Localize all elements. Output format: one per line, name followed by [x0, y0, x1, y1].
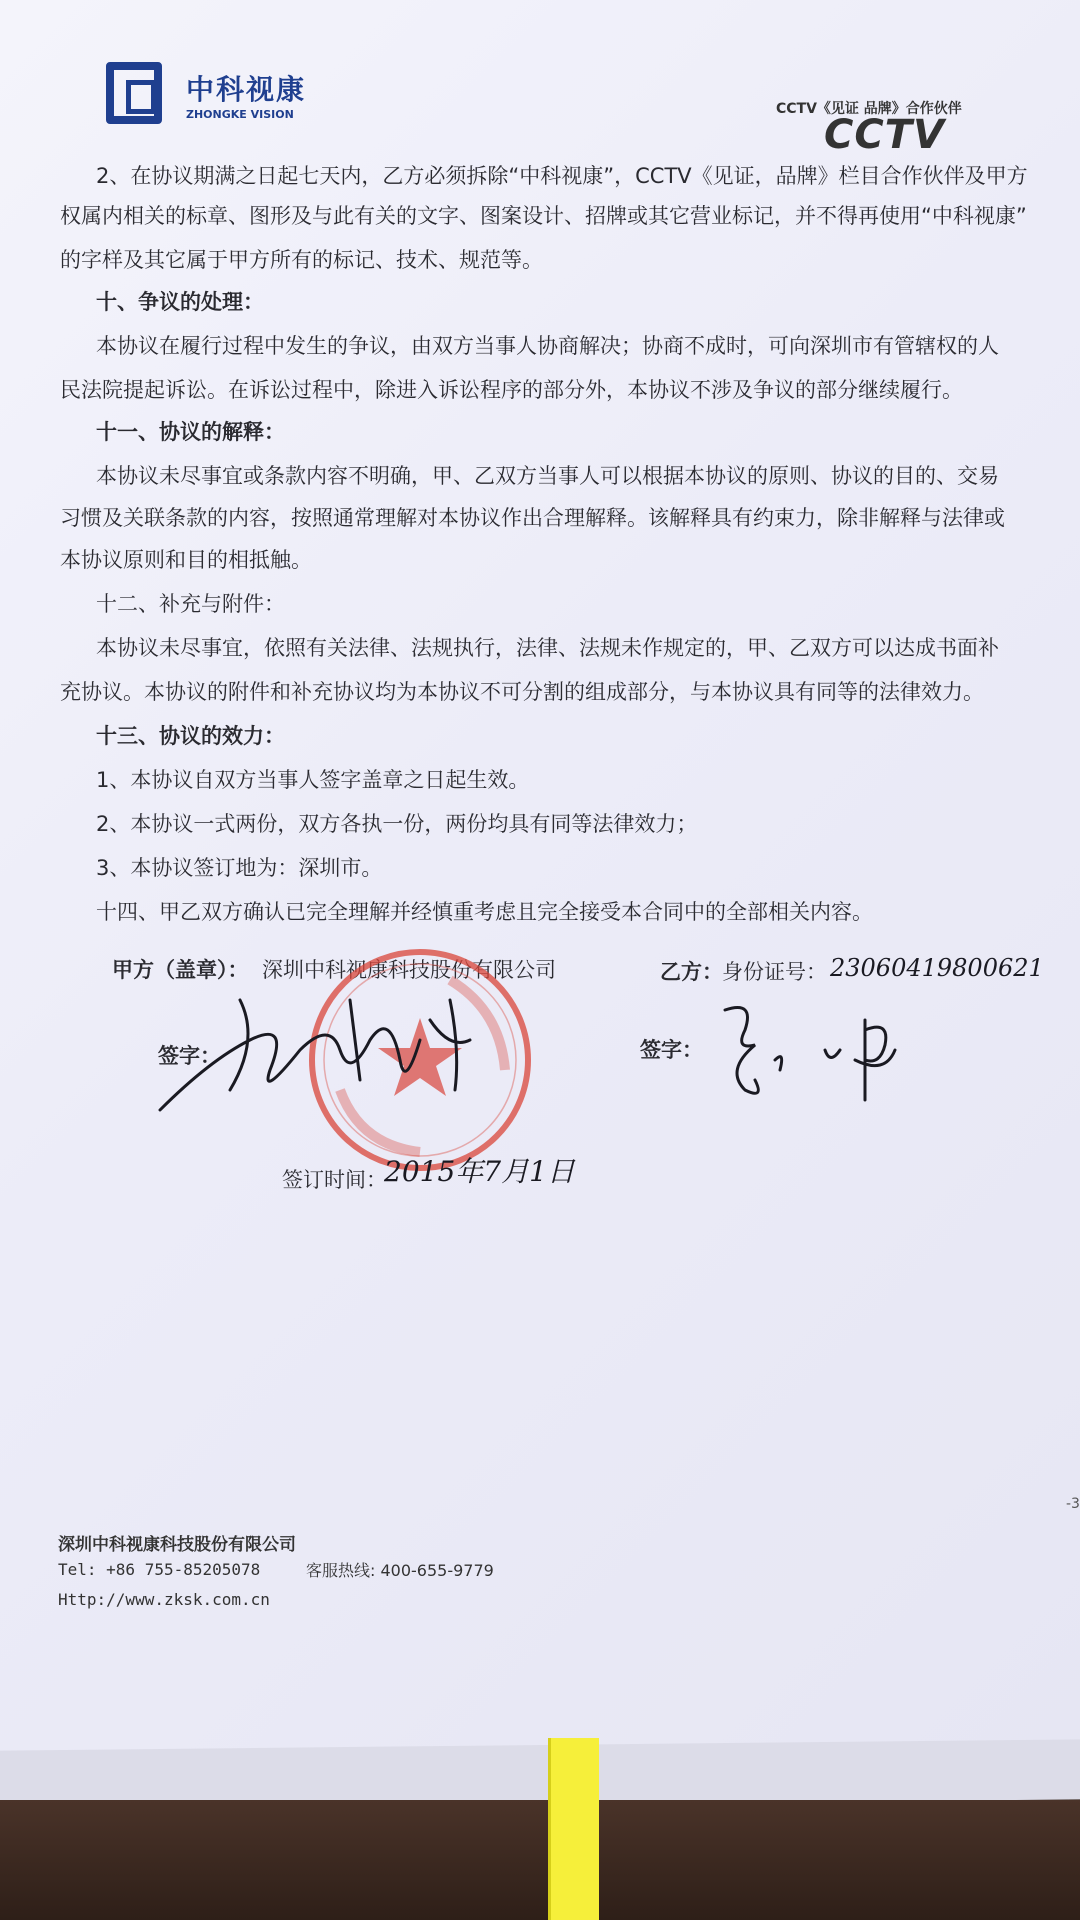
- text-line: 习惯及关联条款的内容，按照通常理解对本协议作出合理解释。该解释具有约束力，除非解释与法律或: [60, 506, 1005, 530]
- party-b-id: 23060419800621: [830, 954, 1044, 982]
- date-label: 签订时间：: [282, 1168, 387, 1192]
- footer-tel: Tel: +86 755-85205078: [58, 1560, 261, 1579]
- text-line: 3、本协议签订地为：深圳市。: [96, 856, 383, 880]
- text-line: 民法院提起诉讼。在诉讼过程中，除进入诉讼程序的部分外，本协议不涉及争议的部分继续履行。: [60, 378, 963, 402]
- text-line: 十四、甲乙双方确认已完全理解并经慎重考虑且完全接受本合同中的全部相关内容。: [96, 900, 873, 924]
- sign-label-b: 签字：: [640, 1038, 703, 1062]
- text-line: 本协议未尽事宜，依照有关法律、法规执行，法律、法规未作规定的，甲、乙双方可以达成书面补: [96, 636, 999, 660]
- party-a-signature: [150, 980, 510, 1120]
- party-b-signature: [715, 990, 935, 1110]
- text-line: 充协议。本协议的附件和补充协议均为本协议不可分割的组成部分，与本协议具有同等的法律效力。: [60, 680, 984, 704]
- text-line: 1、本协议自双方当事人签字盖章之日起生效。: [96, 768, 530, 792]
- sign-label-a: 签字：: [158, 1044, 221, 1068]
- cctv-logo: CCTV: [824, 112, 945, 158]
- text-line: 2、本协议一式两份，双方各执一份，两份均具有同等法律效力；: [96, 812, 698, 836]
- footer-website: Http://www.zksk.com.cn: [58, 1590, 270, 1609]
- page-number-mark: -3: [1066, 1496, 1080, 1512]
- party-a-name: 深圳中科视康科技股份有限公司: [262, 958, 556, 982]
- text-line: 本协议未尽事宜或条款内容不明确，甲、乙双方当事人可以根据本协议的原则、协议的目的、交易: [96, 464, 999, 488]
- logo-name-en: ZHONGKE VISION: [186, 108, 294, 121]
- text-line: 2、在协议期满之日起七天内，乙方必须拆除“中科视康”，CCTV《见证，品牌》栏目合作伙伴及甲方: [96, 164, 1028, 188]
- yellow-bookmark: [548, 1738, 599, 1920]
- text-line: 的字样及其它属于甲方所有的标记、技术、规范等。: [60, 248, 543, 272]
- section-heading: 十一、协议的解释：: [96, 420, 285, 444]
- table-surface: [0, 1800, 1080, 1920]
- zhongke-logo-icon: [106, 62, 162, 124]
- text-line: 本协议原则和目的相抵触。: [60, 548, 312, 572]
- section-heading: 十二、补充与附件：: [96, 592, 285, 616]
- section-heading: 十三、协议的效力：: [96, 724, 285, 748]
- logo-name-cn: 中科视康: [186, 73, 307, 106]
- signing-date: 2015年7月1日: [384, 1155, 575, 1188]
- party-b-label: 乙方：: [660, 960, 723, 984]
- zhongke-vision-logo: [106, 62, 307, 124]
- footer-hotline: 客服热线: 400-655-9779: [306, 1561, 494, 1580]
- party-a-label: 甲方（盖章）：: [112, 958, 249, 982]
- cctv-tagline: CCTV《见证 品牌》合作伙伴: [776, 101, 962, 117]
- party-b-id-label: 身份证号：: [722, 960, 827, 984]
- text-line: 权属内相关的标章、图形及与此有关的文字、图案设计、招牌或其它营业标记，并不得再使用“中科视康”: [60, 204, 1027, 228]
- text-line: 本协议在履行过程中发生的争议，由双方当事人协商解决；协商不成时，可向深圳市有管辖权的人: [96, 334, 999, 358]
- footer-company: 深圳中科视康科技股份有限公司: [58, 1535, 296, 1555]
- section-heading: 十、争议的处理：: [96, 290, 264, 314]
